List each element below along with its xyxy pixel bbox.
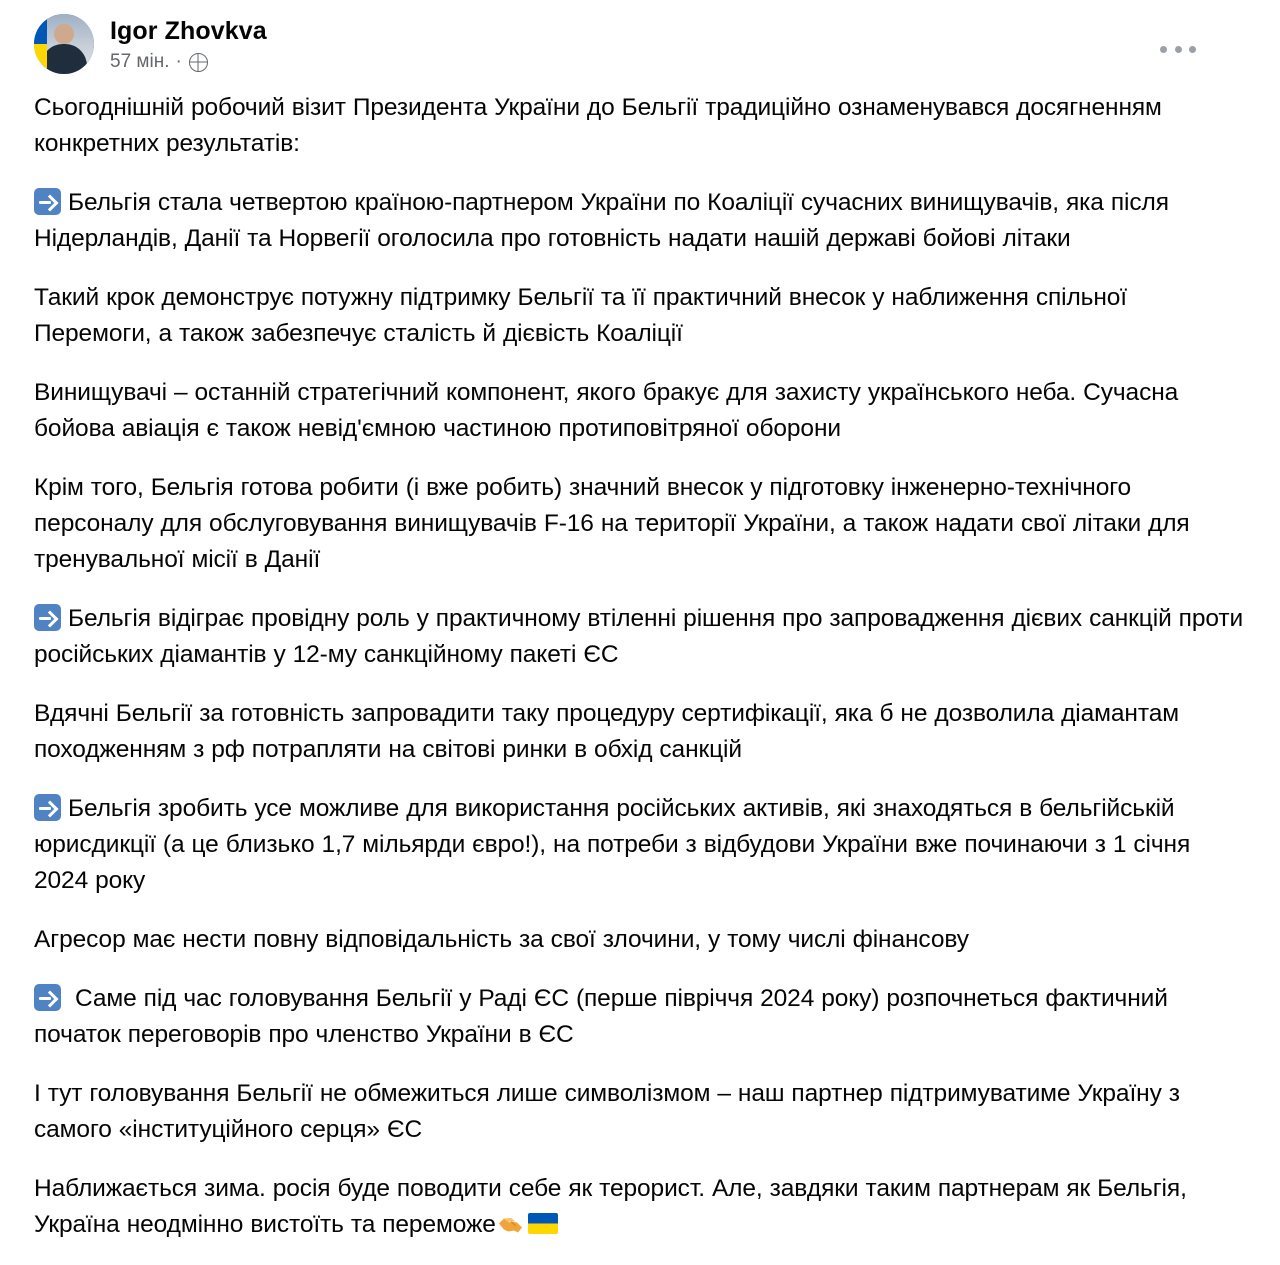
arrow-right-emoji-icon [34, 188, 61, 215]
post-paragraph [34, 601, 1246, 673]
post-paragraph [34, 375, 1246, 447]
author-name[interactable]: Igor Zhovkva [110, 17, 267, 45]
post-paragraph [34, 981, 1246, 1053]
paragraph-text: Крім того, Бельгія готова робити (і вже робить) значний внесок у підготовку інженерно-технічного персоналу для обслуговування винищувачів F-16 на території України, а також надати свої літаки для тренувальної місії в Данії [34, 474, 1190, 573]
post-header-text [110, 14, 267, 74]
post-paragraph [34, 185, 1246, 257]
ellipsis-icon[interactable] [1160, 38, 1196, 60]
paragraph-text: Бельгія відіграє провідну роль у практичному втіленні рішення про запровадження дієвих санкцій проти російських діамантів у 12-му санкційному пакеті ЄС [34, 605, 1244, 668]
paragraph-text: Бельгія стала четвертою країною-партнером України по Коаліції сучасних винищувачів, яка після Нідерландів, Данії та Норвегії оголосила про готовність надати нашій державі бойові літаки [34, 189, 1169, 252]
paragraph-text: І тут головування Бельгії не обмежиться лише символізмом – наш партнер підтримуватиме Україну з самого «інституційного серця» ЄС [34, 1080, 1180, 1143]
post-paragraph [34, 696, 1246, 768]
handshake-emoji-icon [498, 1210, 524, 1236]
paragraph-text: Вдячні Бельгії за готовність запровадити таку процедуру сертифікації, яка б не дозволила діамантам походженням з рф потрапляти на світові ринки в обхід санкцій [34, 700, 1179, 763]
post-paragraph [34, 90, 1246, 162]
ukraine-flag-emoji-icon [528, 1213, 558, 1234]
post-paragraph [34, 1076, 1246, 1148]
paragraph-text: Сьогоднішній робочий візит Президента України до Бельгії традиційно ознаменувався досягненням конкретних результатів: [34, 94, 1162, 157]
arrow-right-emoji-icon [34, 794, 61, 821]
post-paragraph [34, 791, 1246, 899]
paragraph-text: Такий крок демонструє потужну підтримку Бельгії та її практичний внесок у наближення спільної Перемоги, а також забезпечує сталість й дієвість Коаліції [34, 284, 1128, 347]
post-header [0, 0, 1280, 80]
ellipsis-dot [1189, 46, 1196, 53]
post-timestamp[interactable]: 57 мін. [110, 51, 170, 72]
post-body [0, 80, 1280, 1265]
globe-icon[interactable] [189, 53, 208, 72]
post-paragraph [34, 1171, 1246, 1243]
arrow-right-emoji-icon [34, 604, 61, 631]
ellipsis-dot [1160, 46, 1167, 53]
ellipsis-dot [1175, 46, 1182, 53]
paragraph-text: Наближається зима. росія буде поводити себе як терорист. Але, завдяки таким партнерам як Бельгія, Україна неодмінно вистоїть та переможе [34, 1175, 1187, 1238]
meta-separator: · [175, 51, 182, 72]
paragraph-text: Винищувачі – останній стратегічний компонент, якого бракує для захисту українського неба. Сучасна бойова авіація є також невід'ємною частиною протиповітряної оборони [34, 379, 1179, 442]
post-meta [110, 50, 267, 74]
arrow-right-emoji-icon [34, 984, 61, 1011]
paragraph-text: Бельгія зробить усе можливе для використання російських активів, які знаходяться в бельгійській юрисдикції (а це близько 1,7 мільярди євро!), на потреби з відбудови України вже починаючи з 1 січня 2024 року [34, 795, 1191, 894]
paragraph-text: Агресор має нести повну відповідальність за свої злочини, у тому числі фінансову [34, 926, 969, 953]
avatar[interactable] [34, 14, 94, 74]
avatar-head [54, 24, 74, 44]
post-paragraph [34, 922, 1246, 958]
paragraph-text: Саме під час головування Бельгії у Раді ЄС (перше півріччя 2024 року) розпочнеться фактичний початок переговорів про членство України в ЄС [34, 985, 1168, 1048]
post-paragraph [34, 470, 1246, 578]
ukraine-flag-icon [34, 14, 47, 74]
post-paragraph [34, 280, 1246, 352]
